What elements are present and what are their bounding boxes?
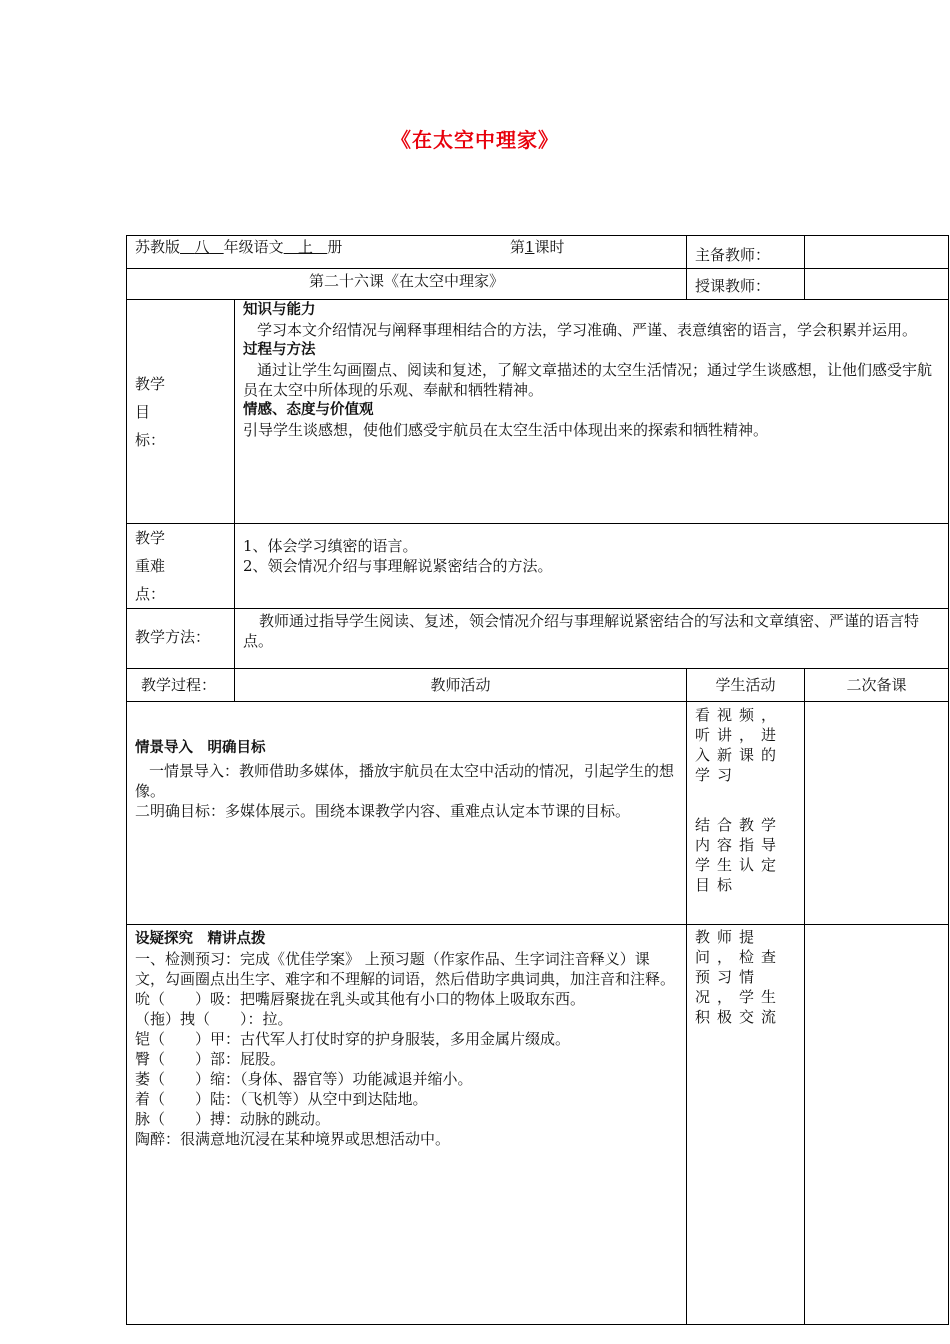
lesson-title-row <box>127 269 949 300</box>
word-item: 着（ ）陆：（飞机等）从空中到达陆地。 <box>135 1090 428 1108</box>
section1-heading: 情景导入 明确目标 <box>135 740 266 756</box>
word-item: 臀（ ）部：屁股。 <box>135 1050 286 1068</box>
word-item: 萎（ ）缩：（身体、器官等）功能减退并缩小。 <box>135 1070 473 1088</box>
edition-cell <box>127 236 687 269</box>
header-row <box>127 236 949 269</box>
grade: 八 <box>194 238 210 256</box>
section2-content <box>127 925 687 1325</box>
word-item: 吮（ ）吸：把嘴唇聚拢在乳头或其他有小口的物体上吸取东西。 <box>135 990 586 1008</box>
goals-label: 教学目标： <box>127 300 235 524</box>
lead-teacher-value <box>805 236 949 269</box>
volume: 上 <box>297 238 313 256</box>
knowledge-text: 学习本文介绍情况与阐释事理相结合的方法，学习准确、严谨、表意缜密的语言，学会积累并运用。 <box>257 321 918 339</box>
goals-row <box>127 300 949 524</box>
student-activity-header: 学生活动 <box>687 669 805 702</box>
key-points-content <box>235 524 949 609</box>
section2-second <box>805 925 949 1325</box>
process-header-row <box>127 669 949 702</box>
section2-intro: 一、检测预习：完成《优佳学案》 上预习题（作家作品、生字词注音释义）课文，勾画圈点出生字、难字和不理解的词语，然后借助字典词典，加注音和注释。 <box>135 950 676 988</box>
section1-intro: 一情景导入：教师借助多媒体，播放宇航员在太空中活动的情况，引起学生的想像。 <box>135 762 675 800</box>
section1-student <box>687 702 805 925</box>
section1-student-b: 结合教学内容指导学生认定目标 <box>695 816 784 894</box>
grade-suffix: 年级语文 <box>223 238 284 256</box>
word-item: 脉（ ）搏：动脉的跳动。 <box>135 1110 331 1128</box>
method-label: 教学方法： <box>127 609 235 669</box>
knowledge-heading: 知识与能力 <box>243 302 316 318</box>
section1-goals: 二明确目标：多媒体展示。围绕本课教学内容、重难点认定本节课的目标。 <box>135 802 631 820</box>
period: 第1课时 <box>509 238 565 256</box>
word-item: 陶醉：很满意地沉浸在某种境界或思想活动中。 <box>135 1130 451 1148</box>
key-points-label: 教学重难点： <box>127 524 235 609</box>
word-item: （拖）拽（ ）：拉。 <box>135 1010 293 1028</box>
section2-heading: 设疑探究 精讲点拨 <box>135 931 266 947</box>
teacher-value <box>805 269 949 300</box>
section1-row <box>127 702 949 925</box>
volume-suffix: 册 <box>327 238 343 256</box>
lead-teacher-label: 主备教师： <box>687 236 805 269</box>
goals-content <box>235 300 949 524</box>
teacher-label: 授课教师： <box>687 269 805 300</box>
section1-content <box>127 702 687 925</box>
process-label: 教学过程： <box>127 669 235 702</box>
lesson-title: 第二十六课《在太空中理家》 <box>127 269 687 300</box>
second-prep-header: 二次备课 <box>805 669 949 702</box>
process-heading: 过程与方法 <box>243 342 316 358</box>
section2-student: 教师提问，检查预习情况，学生积极交流 <box>687 925 805 1325</box>
edition: 苏教版 <box>135 238 181 256</box>
word-item: 铠（ ）甲：古代军人打仗时穿的护身服装，多用金属片缀成。 <box>135 1030 571 1048</box>
emotion-heading: 情感、态度与价值观 <box>243 402 374 418</box>
section2-row <box>127 925 949 1325</box>
key-point-1: 1、体会学习缜密的语言。 <box>243 537 418 555</box>
lesson-plan-table <box>126 235 949 1325</box>
emotion-text: 引导学生谈感想，使他们感受宇航员在太空生活中体现出来的探索和牺牲精神。 <box>243 421 769 439</box>
key-points-row <box>127 524 949 609</box>
method-text: 教师通过指导学生阅读、复述，领会情况介绍与事理解说紧密结合的写法和文章缜密、严谨的语言特点。 <box>235 609 949 669</box>
method-row <box>127 609 949 669</box>
section1-second <box>805 702 949 925</box>
key-point-2: 2、领会情况介绍与事理解说紧密结合的方法。 <box>243 557 553 575</box>
teacher-activity-header: 教师活动 <box>235 669 687 702</box>
section1-student-a: 看视频，听讲，进入新课的学习 <box>695 706 784 784</box>
process-text: 通过让学生勾画圈点、阅读和复述，了解文章描述的太空生活情况；通过学生谈感想，让他们感受宇航员在太空中所体现的乐观、奉献和牺牲精神。 <box>243 361 933 399</box>
document-title: 《在太空中理家》 <box>391 128 559 152</box>
